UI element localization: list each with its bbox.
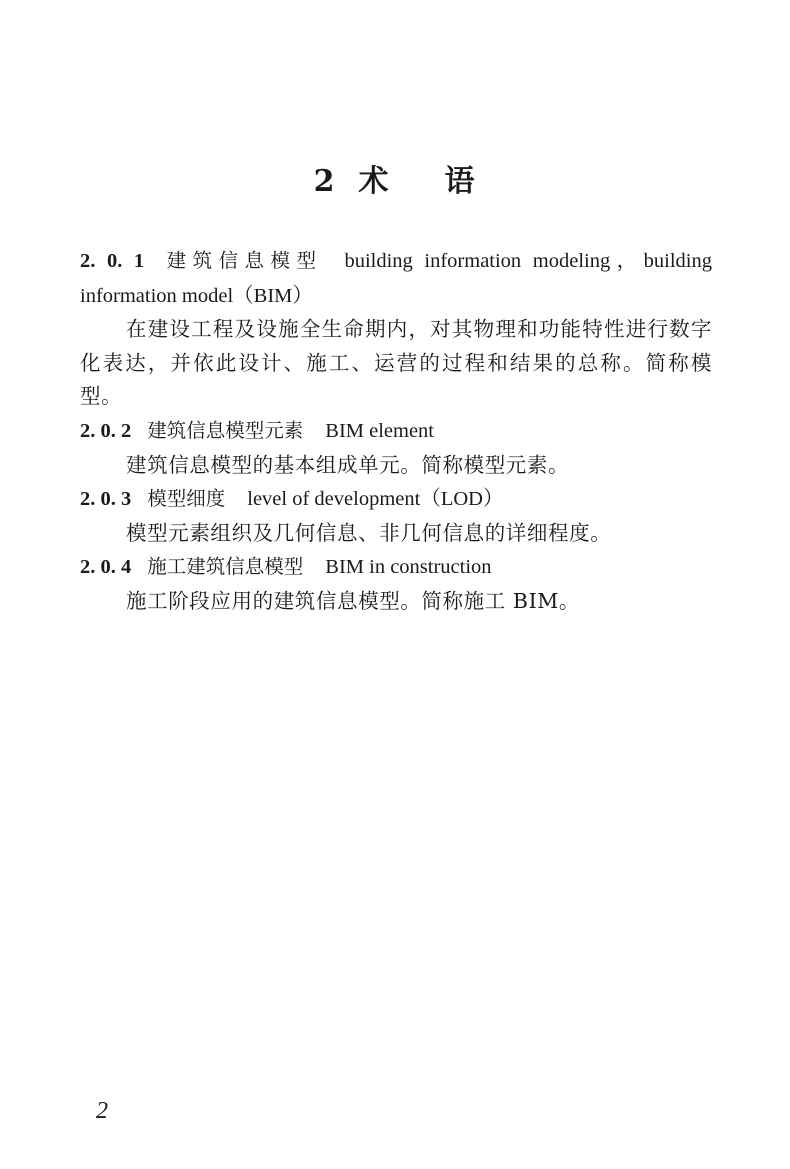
term-number: 2. 0. 4 xyxy=(80,556,132,579)
term-heading xyxy=(80,414,712,449)
term-chinese: 施工建筑信息模型 xyxy=(147,555,304,579)
term-number: 2. 0. 2 xyxy=(80,419,132,442)
terms-list xyxy=(80,244,712,619)
term-chinese: 模型细度 xyxy=(147,487,226,511)
chapter-title-char-1: 术 xyxy=(358,164,391,199)
term-entry xyxy=(80,244,712,414)
term-heading xyxy=(80,244,712,313)
term-english: BIM in construction xyxy=(325,556,492,579)
term-english: building information modeling，building information model（BIM） xyxy=(80,250,712,307)
term-number: 2. 0. 1 xyxy=(80,250,145,272)
term-english: BIM element xyxy=(325,419,435,442)
term-definition: 在建设工程及设施全生命期内，对其物理和功能特性进行数字化表达，并依此设计、施工、运营的过程和结果的总称。简称模型。 xyxy=(80,317,712,409)
term-definition: 施工阶段应用的建筑信息模型。简称施工 BIM。 xyxy=(126,588,580,613)
term-entry xyxy=(80,414,712,482)
term-chinese: 建筑信息模型元素 xyxy=(147,418,304,442)
term-chinese: 建筑信息模型 xyxy=(160,249,323,272)
term-number: 2. 0. 3 xyxy=(80,488,132,511)
term-english: level of development（LOD） xyxy=(247,488,504,511)
chapter-number: 2 xyxy=(313,164,337,199)
term-definition: 模型元素组织及几何信息、非几何信息的详细程度。 xyxy=(126,520,612,545)
term-definition: 建筑信息模型的基本组成单元。简称模型元素。 xyxy=(126,452,570,477)
page-number: 2 xyxy=(96,1098,108,1124)
term-heading xyxy=(80,550,712,585)
chapter-title xyxy=(0,156,790,200)
chapter-title-char-2: 语 xyxy=(444,164,477,199)
term-entry xyxy=(80,550,712,618)
term-heading xyxy=(80,482,712,517)
term-entry xyxy=(80,482,712,550)
